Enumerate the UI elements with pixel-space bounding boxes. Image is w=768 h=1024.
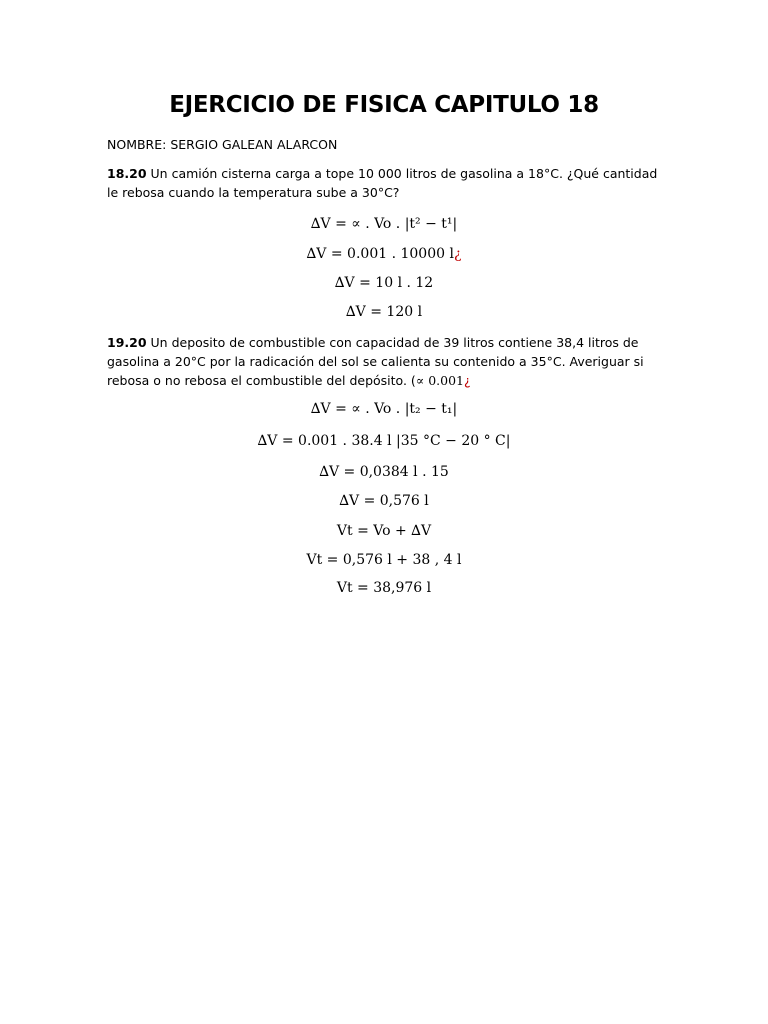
page-title: EJERCICIO DE FISICA CAPITULO 18 [169, 92, 599, 118]
problem-1-equation-1: ∆V = ∝ . Vo . |t² − t¹| [310, 216, 458, 232]
problem-1-number: 18.20 [107, 166, 147, 181]
problem-2-equation-6: Vt = 0,576 l + 38 , 4 l [306, 552, 462, 568]
problem-1-equation-4: ∆V = 120 l [345, 304, 423, 320]
problem-2-text: Un deposito de combustible con capacidad de 39 litros contiene 38,4 litros de gasolina a 20°C por la radicación del sol se calienta su contenido a 35°C. Averiguar si rebosa o no rebosa el combustible del depósito. ( [107, 335, 644, 388]
problem-1-equation-3: ∆V = 10 l . 12 [334, 275, 434, 291]
problem-2-number: 19.20 [107, 335, 147, 350]
problem-2-equation-5: Vt = Vo + ∆V [336, 523, 432, 539]
student-name: NOMBRE: SERGIO GALEAN ALARCON [107, 137, 338, 152]
problem-1-red-marker: ¿ [453, 246, 462, 262]
problem-2-equation-7: Vt = 38,976 l [336, 580, 432, 596]
problem-2-equation-4: ∆V = 0,576 l [339, 493, 429, 509]
problem-2-statement [107, 333, 667, 390]
problem-2-equation-1: ∆V = ∝ . Vo . |t₂ − t₁| [310, 401, 458, 417]
problem-2-equation-2: ∆V = 0.001 . 38.4 l |35 °C − 20 ° C| [257, 433, 511, 449]
problem-2-inline-math: ∝ 0.001 [415, 373, 465, 388]
problem-1-text: Un camión cisterna carga a tope 10 000 litros de gasolina a 18°C. ¿Qué cantidad le rebosa cuando la temperatura sube a 30°C? [107, 166, 658, 200]
problem-2-red-marker: ¿ [464, 373, 471, 388]
problem-1-equation-2 [0, 245, 768, 263]
problem-1-equation-2-text: ∆V = 0.001 . 10000 l [306, 246, 454, 262]
problem-1-statement [107, 164, 667, 202]
problem-2-equation-3: ∆V = 0,0384 l . 15 [319, 464, 449, 480]
